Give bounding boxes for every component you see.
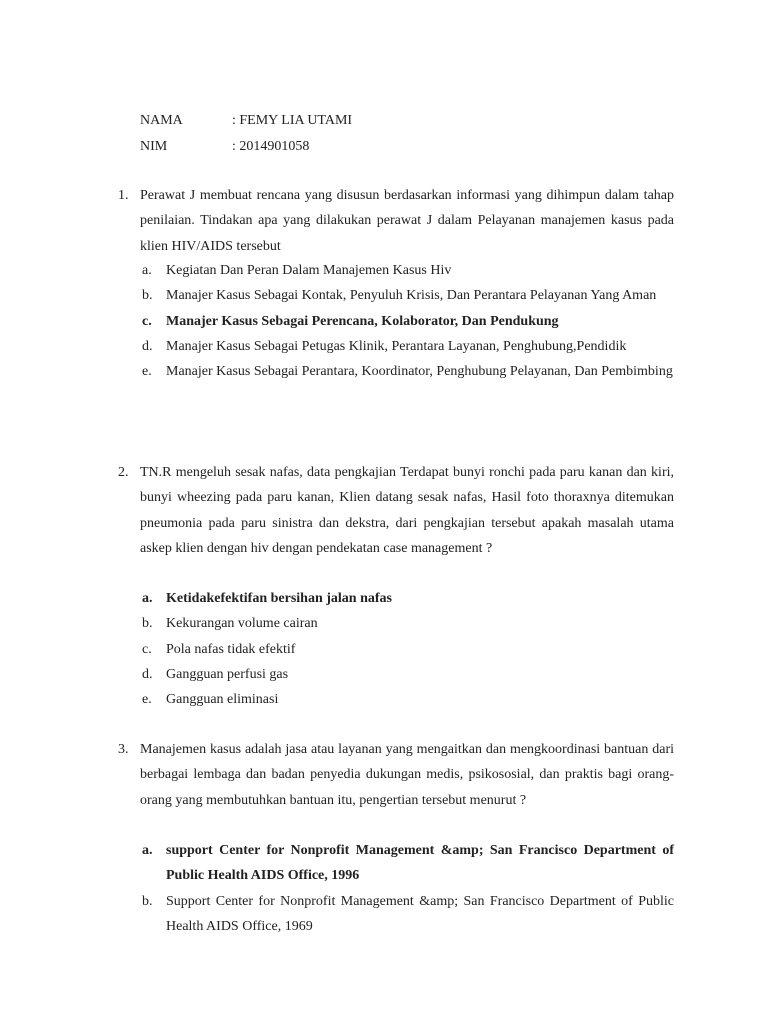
question-number: 2. bbox=[118, 465, 129, 480]
nim-value: : 2014901058 bbox=[232, 139, 310, 154]
question-text: TN.R mengeluh sesak nafas, data pengkajian Terdapat bunyi ronchi pada paru kanan dan kiri, bunyi wheezing pada paru kanan, Klien datang sesak nafas, Hasil foto thoraxnya ditemukan pneumonia pada paru sinistra dan dekstra, dari pengkajian tersebut apakah masalah utama askep klien dengan hiv dengan pendekatan case management ? bbox=[140, 465, 674, 556]
option-text: Manajer Kasus Sebagai Perencana, Kolaborator, Dan Pendukung bbox=[166, 313, 559, 329]
option-item bbox=[0, 359, 768, 384]
option-text: Kekurangan volume cairan bbox=[166, 616, 318, 632]
option-item-answer bbox=[0, 838, 768, 889]
option-text: Gangguan perfusi gas bbox=[166, 666, 289, 682]
option-item bbox=[0, 334, 768, 359]
option-letter: e. bbox=[142, 692, 152, 708]
option-item bbox=[0, 687, 768, 712]
question-number: 3. bbox=[118, 742, 129, 757]
option-text: Manajer Kasus Sebagai Kontak, Penyuluh Krisis, Dan Perantara Pelayanan Yang Aman bbox=[166, 288, 657, 304]
nim-row bbox=[140, 137, 309, 157]
option-letter: e. bbox=[142, 364, 152, 380]
option-letter: c. bbox=[142, 313, 152, 329]
question-1-options bbox=[0, 258, 768, 384]
option-item bbox=[0, 662, 768, 687]
option-letter: a. bbox=[142, 843, 153, 858]
option-item bbox=[0, 637, 768, 662]
question-2-options bbox=[0, 586, 768, 712]
option-letter: c. bbox=[142, 641, 152, 657]
option-letter: a. bbox=[142, 263, 152, 278]
name-value: : FEMY LIA UTAMI bbox=[232, 113, 353, 128]
option-item-answer bbox=[0, 309, 768, 334]
question-text: Perawat J membuat rencana yang disusun berdasarkan informasi yang dihimpun dalam tahap penilaian. Tindakan apa yang dilakukan perawat J dalam Pelayanan manajemen kasus pada klien HIV/AIDS tersebut bbox=[140, 188, 674, 254]
option-text: Support Center for Nonprofit Management &amp; San Francisco Department of Public Health AIDS Office, 1969 bbox=[166, 893, 674, 934]
option-letter: a. bbox=[142, 591, 153, 606]
question-number: 1. bbox=[118, 188, 129, 203]
option-letter: d. bbox=[142, 338, 153, 354]
question-text: Manajemen kasus adalah jasa atau layanan yang mengaitkan dan mengkoordinasi bantuan dari berbagai lembaga dan badan penyedia dukungan medis, psikososial, dan praktis bagi orang-orang yang membutuhkan bantuan itu, pengertian tersebut menurut ? bbox=[140, 742, 674, 808]
option-letter: b. bbox=[142, 288, 153, 304]
option-item-answer bbox=[0, 586, 768, 611]
option-text: Gangguan eliminasi bbox=[166, 692, 279, 708]
nim-label: NIM bbox=[140, 139, 168, 154]
option-letter: b. bbox=[142, 893, 153, 909]
option-letter: d. bbox=[142, 666, 153, 682]
option-text: support Center for Nonprofit Management &amp; San Francisco Department of Public Health AIDS Office, 1996 bbox=[166, 843, 674, 884]
option-text: Ketidakefektifan bersihan jalan nafas bbox=[166, 591, 392, 606]
name-row bbox=[140, 111, 352, 131]
option-item bbox=[0, 258, 768, 283]
option-text: Manajer Kasus Sebagai Petugas Klinik, Perantara Layanan, Penghubung,Pendidik bbox=[166, 338, 627, 354]
option-text: Pola nafas tidak efektif bbox=[166, 641, 296, 657]
option-item bbox=[0, 889, 768, 940]
option-text: Kegiatan Dan Peran Dalam Manajemen Kasus Hiv bbox=[166, 263, 452, 278]
name-label: NAMA bbox=[140, 113, 183, 128]
option-text: Manajer Kasus Sebagai Perantara, Koordinator, Penghubung Pelayanan, Dan Pembimbing bbox=[166, 364, 673, 380]
option-item bbox=[0, 283, 768, 308]
question-3-options bbox=[0, 838, 768, 939]
option-item bbox=[0, 611, 768, 636]
option-letter: b. bbox=[142, 616, 153, 632]
